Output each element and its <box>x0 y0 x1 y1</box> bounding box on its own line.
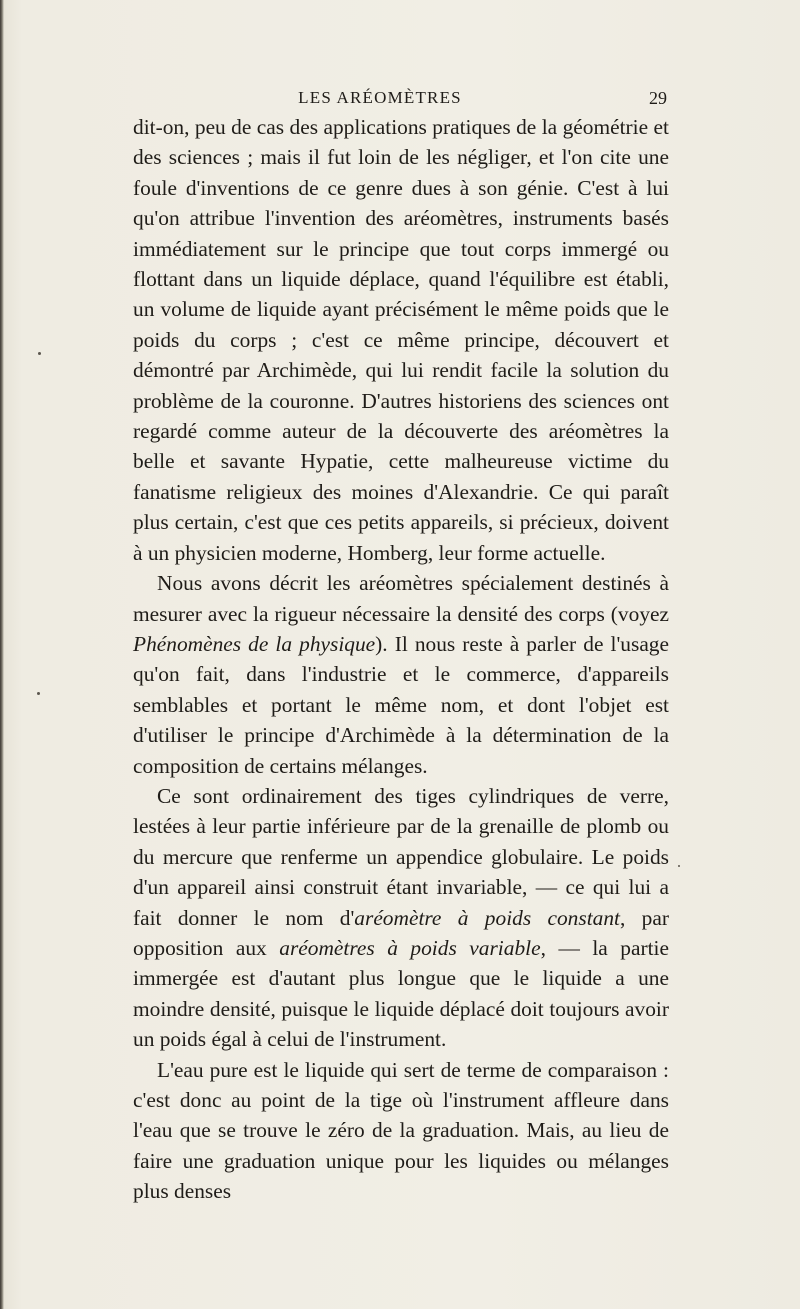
binding-edge <box>0 0 4 1309</box>
paragraph-2 <box>133 568 669 781</box>
paragraph-3 <box>133 781 669 1055</box>
page-number: 29 <box>649 88 667 108</box>
paragraph-1: dit-on, peu de cas des applications pratiques de la géométrie et des sciences ; mais il fut loin de les négliger, et l'on cite une foule d'inventions de ce genre dues à son génie. C'est à lui qu'on attribue l'invention des aréomètres, instruments basés immédiatement sur le principe que tout corps immergé ou flottant dans un liquide déplace, quand l'équilibre est établi, un volume de liquide ayant précisément le même poids que le poids du corps ; c'est ce même principe, découvert et démontré par Archimède, qui lui rendit facile la solution du problème de la couronne. D'autres historiens des sciences ont regardé comme auteur de la découverte des aréomètres la belle et savante Hypatie, cette malheureuse victime du fanatisme religieux des moines d'Alexandrie. Ce qui paraît plus certain, c'est que ces petits appareils, si précieux, doivent à un physicien moderne, Homberg, leur forme actuelle. <box>133 115 669 565</box>
body-text <box>133 112 669 1207</box>
paragraph-2-part-a: Nous avons décrit les aréomètres spécialement destinés à mesurer avec la rigueur nécessaire la densité des corps (voyez <box>133 571 669 626</box>
paragraph-3-part-a: Ce sont ordinairement des tiges cylindriques de verre, lestées à leur partie inférieure par de la grenaille de plomb ou du mercure que renferme un appendice globulaire. Le poids d'un appareil ainsi construit étant invariable, — ce qui lui a fait donner le nom d' <box>133 783 669 930</box>
paragraph-4: L'eau pure est le liquide qui sert de terme de comparaison : c'est donc au point de la tige où l'instrument affleure dans l'eau que se trouve le zéro de la graduation. Mais, au lieu de faire une graduation unique pour les liquides ou mélanges plus denses <box>133 1057 669 1204</box>
paper-speck <box>37 692 40 695</box>
paragraph-3-part-b: , par opposition aux <box>133 905 669 960</box>
paper-speck <box>678 865 680 867</box>
book-reference: Phénomènes de la physique <box>133 631 376 656</box>
paper-speck <box>38 352 41 355</box>
term-constant-weight: aréomètre à poids constant <box>354 905 620 930</box>
paragraph-3-part-c: , — la partie immergée est d'autant plus longue que le liquide a une moindre densité, puisque le liquide déplacé doit toujours avoir un poids égal à celui de l'instrument. <box>133 935 669 1052</box>
term-variable-weight: aréomètres à poids variable <box>279 935 541 960</box>
paragraph-2-part-b: ). Il nous reste à parler de l'usage qu'on fait, dans l'industrie et le commerce, d'appareils semblables et portant le même nom, et dont l'objet est d'utiliser le principe d'Archimède à la détermination de la composition de certains mélanges. <box>133 631 669 778</box>
running-head: LES ARÉOMÈTRES <box>298 88 462 107</box>
